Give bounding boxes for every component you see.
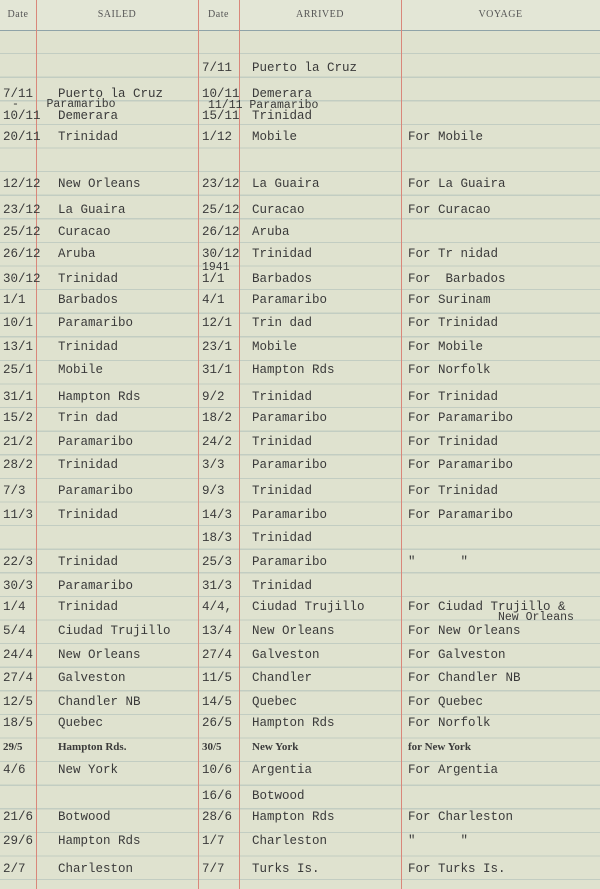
date-sailed: 13/1 bbox=[3, 340, 34, 354]
voyage-note: For New Orleans bbox=[408, 624, 521, 638]
date-sailed: 24/4 bbox=[3, 648, 34, 662]
date-arrived: 25/3 bbox=[202, 555, 233, 569]
voyage-note: For Trinidad bbox=[408, 484, 499, 498]
date-sailed: 31/1 bbox=[3, 390, 34, 404]
header-date-sailed: Date bbox=[7, 9, 29, 20]
date-arrived: 18/3 bbox=[202, 531, 233, 545]
date-sailed: 23/12 bbox=[3, 203, 41, 217]
sailed-port: Paramaribo bbox=[58, 484, 134, 498]
arrived-port: Paramaribo bbox=[252, 458, 328, 472]
date-sailed: 12/12 bbox=[3, 177, 41, 191]
date-arrived: 28/6 bbox=[202, 810, 233, 824]
arrived-port: Argentia bbox=[252, 763, 313, 777]
sailed-port: Trinidad bbox=[58, 555, 119, 569]
voyage-note: For Curacao bbox=[408, 203, 491, 217]
date-sailed: 5/4 bbox=[3, 624, 26, 638]
date-sailed: 25/12 bbox=[3, 225, 41, 239]
date-sailed: 27/4 bbox=[3, 671, 34, 685]
voyage-note: For Chandler NB bbox=[408, 671, 521, 685]
date-arrived: 10/11 bbox=[202, 87, 240, 101]
arrived-port: Paramaribo bbox=[252, 508, 328, 522]
arrived-port: Galveston bbox=[252, 648, 320, 662]
arrived-port: Aruba bbox=[252, 225, 290, 239]
date-arrived: 7/11 bbox=[202, 61, 233, 75]
header-voyage: VOYAGE bbox=[478, 9, 523, 20]
date-sailed: 21/6 bbox=[3, 810, 34, 824]
arrived-port: Mobile bbox=[252, 340, 298, 354]
arrived-port: Turks Is. bbox=[252, 862, 320, 876]
sailed-port: Curacao bbox=[58, 225, 111, 239]
voyage-note: For Surinam bbox=[408, 293, 491, 307]
date-sailed: 4/6 bbox=[3, 763, 26, 777]
voyage-note: For Mobile bbox=[408, 130, 484, 144]
sailed-port: La Guaira bbox=[58, 203, 126, 217]
voyage-note: For Quebec bbox=[408, 695, 484, 709]
date-arrived: 26/5 bbox=[202, 716, 233, 730]
arrived-port: New York bbox=[252, 741, 299, 753]
date-arrived: 11/5 bbox=[202, 671, 233, 685]
voyage-note: For Norfolk bbox=[408, 716, 491, 730]
sailed-port: Hampton Rds. bbox=[58, 741, 127, 753]
voyage-note: For La Guaira bbox=[408, 177, 506, 191]
date-sailed: 12/5 bbox=[3, 695, 34, 709]
voyage-note: For Paramaribo bbox=[408, 458, 514, 472]
sailed-port: Trin dad bbox=[58, 411, 119, 425]
arrived-port: Mobile bbox=[252, 130, 298, 144]
sailed-port: Quebec bbox=[58, 716, 104, 730]
arrived-port: Paramaribo bbox=[252, 293, 328, 307]
date-sailed: 21/2 bbox=[3, 435, 34, 449]
date-arrived: 1/12 bbox=[202, 130, 233, 144]
date-arrived: 15/11 bbox=[202, 109, 240, 123]
date-sailed: 30/3 bbox=[3, 579, 34, 593]
sailed-port-note: - Paramaribo bbox=[12, 98, 116, 111]
arrived-port: New Orleans bbox=[252, 624, 335, 638]
voyage-note: For Paramaribo bbox=[408, 411, 514, 425]
date-arrived: 3/3 bbox=[202, 458, 225, 472]
date-sailed: 28/2 bbox=[3, 458, 34, 472]
sailed-port: Puerto la Cruz bbox=[58, 87, 164, 101]
voyage-note: For Mobile bbox=[408, 340, 484, 354]
date-sailed: 11/3 bbox=[3, 508, 34, 522]
date-arrived: 7/7 bbox=[202, 862, 225, 876]
date-arrived: 27/4 bbox=[202, 648, 233, 662]
arrived-port: La Guaira bbox=[252, 177, 320, 191]
arrived-port: Chandler bbox=[252, 671, 313, 685]
sailed-port: Ciudad Trujillo bbox=[58, 624, 171, 638]
date-arrived: 1/7 bbox=[202, 834, 225, 848]
arrived-port: Paramaribo bbox=[252, 555, 328, 569]
date-arrived: 23/12 bbox=[202, 177, 240, 191]
sailed-port: Paramaribo bbox=[58, 316, 134, 330]
arrived-port: Trinidad bbox=[252, 531, 313, 545]
date-sailed: 26/12 bbox=[3, 247, 41, 261]
arrived-port: Hampton Rds bbox=[252, 716, 335, 730]
date-sailed: 29/5 bbox=[3, 741, 23, 753]
date-sailed: 30/12 bbox=[3, 272, 41, 286]
sailed-port: Hampton Rds bbox=[58, 390, 141, 404]
date-arrived: 1/1 bbox=[202, 272, 225, 286]
voyage-note: " " bbox=[408, 555, 469, 569]
date-arrived: 24/2 bbox=[202, 435, 233, 449]
sailed-port: New Orleans bbox=[58, 177, 141, 191]
arrived-port-note: 11/11 Paramaribo bbox=[208, 99, 319, 112]
arrived-port: Hampton Rds bbox=[252, 363, 335, 377]
sailed-port: New Orleans bbox=[58, 648, 141, 662]
sailed-port: Trinidad bbox=[58, 340, 119, 354]
sailed-port: Barbados bbox=[58, 293, 119, 307]
sailed-port: Demerara bbox=[58, 109, 119, 123]
voyage-note: " " bbox=[408, 834, 469, 848]
date-arrived: 13/4 bbox=[202, 624, 233, 638]
date-sailed: 7/11 bbox=[3, 87, 34, 101]
sailed-port: Trinidad bbox=[58, 272, 119, 286]
voyage-note: For Galveston bbox=[408, 648, 506, 662]
date-arrived: 16/6 bbox=[202, 789, 233, 803]
sailed-port: Paramaribo bbox=[58, 579, 134, 593]
arrived-port: Demerara bbox=[252, 87, 313, 101]
arrived-port: Hampton Rds bbox=[252, 810, 335, 824]
arrived-port: Charleston bbox=[252, 834, 328, 848]
date-sailed: 20/11 bbox=[3, 130, 41, 144]
date-arrived-year: 1941 bbox=[202, 261, 230, 274]
arrived-port: Trinidad bbox=[252, 435, 313, 449]
date-arrived: 30/5 bbox=[202, 741, 222, 753]
date-sailed: 25/1 bbox=[3, 363, 34, 377]
arrived-port: Trin dad bbox=[252, 316, 313, 330]
arrived-port: Quebec bbox=[252, 695, 298, 709]
arrived-port: Trinidad bbox=[252, 109, 313, 123]
date-sailed: 1/1 bbox=[3, 293, 26, 307]
date-arrived: 4/1 bbox=[202, 293, 225, 307]
date-arrived: 23/1 bbox=[202, 340, 233, 354]
date-arrived: 30/12 bbox=[202, 247, 240, 261]
voyage-note: For Trinidad bbox=[408, 435, 499, 449]
sailed-port: Paramaribo bbox=[58, 435, 134, 449]
header-arrived: ARRIVED bbox=[296, 9, 344, 20]
arrived-port: Trinidad bbox=[252, 247, 313, 261]
header-sailed: SAILED bbox=[97, 9, 137, 20]
date-sailed: 22/3 bbox=[3, 555, 34, 569]
arrived-port: Trinidad bbox=[252, 579, 313, 593]
voyage-note: For Barbados bbox=[408, 272, 506, 286]
sailed-port: Trinidad bbox=[58, 458, 119, 472]
header-date-arrived: Date bbox=[208, 9, 229, 20]
voyage-note: For Trinidad bbox=[408, 390, 499, 404]
sailed-port: Botwood bbox=[58, 810, 111, 824]
date-sailed: 29/6 bbox=[3, 834, 34, 848]
voyage-note: For Ciudad Trujillo & bbox=[408, 600, 566, 614]
arrived-port: Trinidad bbox=[252, 390, 313, 404]
date-arrived: 10/6 bbox=[202, 763, 233, 777]
date-arrived: 31/1 bbox=[202, 363, 233, 377]
arrived-port: Trinidad bbox=[252, 484, 313, 498]
arrived-port: Paramaribo bbox=[252, 411, 328, 425]
sailed-port: Galveston bbox=[58, 671, 126, 685]
date-arrived: 26/12 bbox=[202, 225, 240, 239]
arrived-port: Ciudad Trujillo bbox=[252, 600, 365, 614]
date-arrived: 14/5 bbox=[202, 695, 233, 709]
date-arrived: 9/3 bbox=[202, 484, 225, 498]
sailed-port: Charleston bbox=[58, 862, 134, 876]
sailed-port: Aruba bbox=[58, 247, 96, 261]
arrived-port: Curacao bbox=[252, 203, 305, 217]
date-arrived: 25/12 bbox=[202, 203, 240, 217]
arrived-port: Barbados bbox=[252, 272, 313, 286]
sailed-port: Chandler NB bbox=[58, 695, 141, 709]
sailed-port: New York bbox=[58, 763, 119, 777]
voyage-note: For Trinidad bbox=[408, 316, 499, 330]
date-arrived: 18/2 bbox=[202, 411, 233, 425]
column-divider bbox=[239, 0, 240, 889]
sailed-port: Trinidad bbox=[58, 600, 119, 614]
date-arrived: 31/3 bbox=[202, 579, 233, 593]
sailed-port: Mobile bbox=[58, 363, 104, 377]
voyage-note: For Argentia bbox=[408, 763, 499, 777]
date-arrived: 9/2 bbox=[202, 390, 225, 404]
voyage-note-continued: New Orleans bbox=[498, 611, 574, 624]
date-arrived: 4/4, bbox=[202, 600, 233, 614]
arrived-port: Puerto la Cruz bbox=[252, 61, 358, 75]
date-sailed: 2/7 bbox=[3, 862, 26, 876]
date-sailed: 7/3 bbox=[3, 484, 26, 498]
date-arrived: 12/1 bbox=[202, 316, 233, 330]
column-divider bbox=[198, 0, 199, 889]
date-arrived: 14/3 bbox=[202, 508, 233, 522]
date-sailed: 10/11 bbox=[3, 109, 41, 123]
sailed-port: Hampton Rds bbox=[58, 834, 141, 848]
voyage-note: for New York bbox=[408, 741, 471, 753]
voyage-note: For Turks Is. bbox=[408, 862, 506, 876]
sailed-port: Trinidad bbox=[58, 130, 119, 144]
column-divider bbox=[401, 0, 402, 889]
voyage-note: For Tr nidad bbox=[408, 247, 499, 261]
voyage-note: For Paramaribo bbox=[408, 508, 514, 522]
arrived-port: Botwood bbox=[252, 789, 305, 803]
date-sailed: 15/2 bbox=[3, 411, 34, 425]
date-sailed: 1/4 bbox=[3, 600, 26, 614]
date-sailed: 18/5 bbox=[3, 716, 34, 730]
sailed-port: Trinidad bbox=[58, 508, 119, 522]
voyage-note: For Norfolk bbox=[408, 363, 491, 377]
voyage-note: For Charleston bbox=[408, 810, 514, 824]
date-sailed: 10/1 bbox=[3, 316, 34, 330]
